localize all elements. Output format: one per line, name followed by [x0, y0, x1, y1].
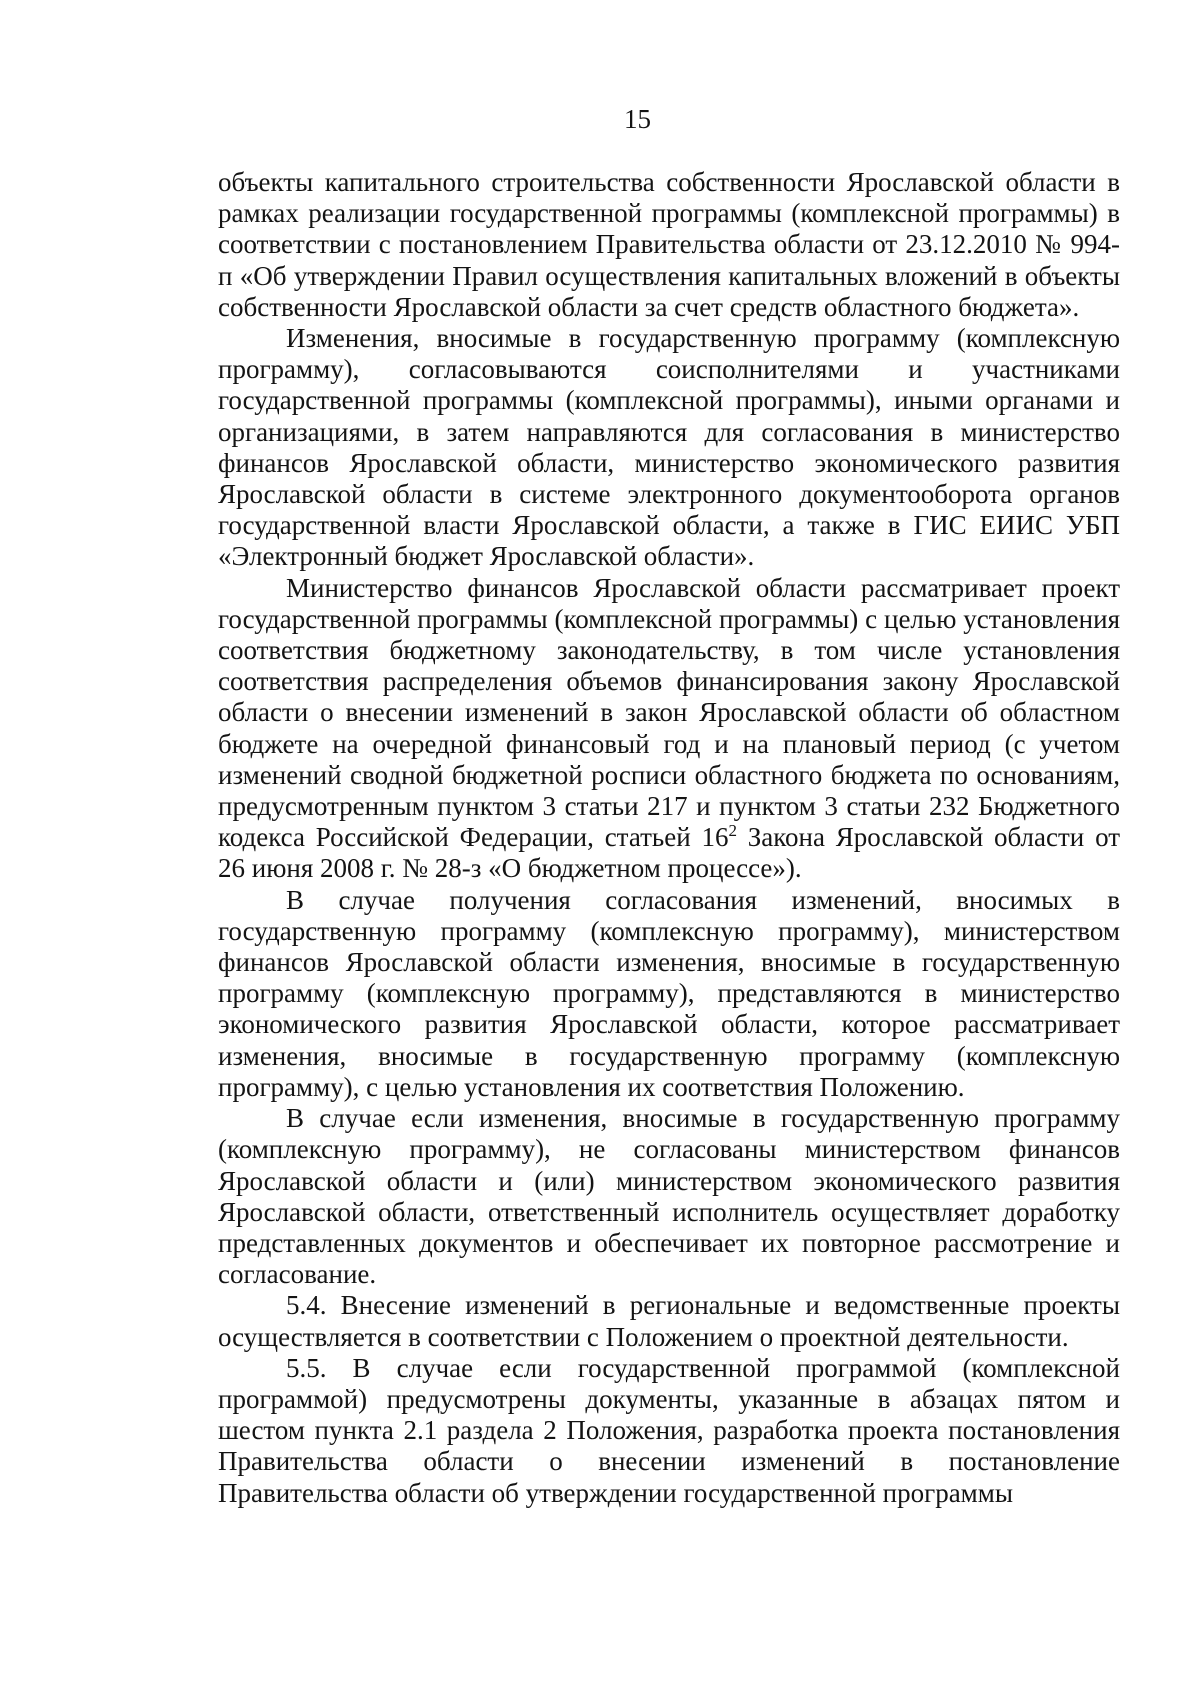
paragraph-capital-objects: объекты капитального строительства собственности Ярославской области в рамках реализации государственной программы (комплексной программы) в соответствии с постановлением Правительства области от 23.12.2010 № 994-п «Об утверждении Правил осуществления капитальных вложений в объекты собственности Ярославской области за счет средств областного бюджета». [218, 167, 1120, 322]
document-body [218, 167, 1120, 1509]
paragraph-ministry-review [218, 573, 1120, 885]
paragraph-changes-approval: Изменения, вносимые в государственную программу (комплексную программу), согласовываются соисполнителями и участниками государственной программы (комплексной программы), иными органами и организациями, в затем направляются для согласования в министерство финансов Ярославской области, министерство экономического развития Ярославской области в системе электронного документооборота органов государственной власти Ярославской области, а также в ГИС ЕИИС УБП «Электронный бюджет Ярославской области». [218, 323, 1120, 572]
paragraph-not-approved: В случае если изменения, вносимые в государственную программу (комплексную программу), не согласованы министерством финансов Ярославской области и (или) министерством экономического развития Ярославской области, ответственный исполнитель осуществляет доработку представленных документов и обеспечивает их повторное рассмотрение и согласование. [218, 1103, 1120, 1290]
paragraph-ministry-review-tail: Закона Ярославской области от 26 июня 2008 г. № 28-з «О бюджетном процессе»). [218, 822, 1121, 884]
paragraph-approval-received: В случае получения согласования изменений, вносимых в государственную программу (комплексную программу), министерством финансов Ярославской области изменения, вносимые в государственную программу (комплексную программу), представляются в министерство экономического развития Ярославской области, которое рассматривает изменения, вносимые в государственную программу (комплексную программу), с целью установления их соответствия Положению. [218, 884, 1120, 1102]
article-superscript: 2 [728, 821, 737, 841]
paragraph-section-5-5: 5.5. В случае если государственной программой (комплексной программой) предусмотрены документы, указанные в абзацах пятом и шестом пункта 2.1 раздела 2 Положения, разработка проекта постановления Правительства области о внесении изменений в постановление Правительства области об утверждении государственной программы [218, 1352, 1120, 1508]
page-number: 15 [624, 104, 651, 134]
paragraph-ministry-review-text: Министерство финансов Ярославской области рассматривает проект государственной программы (комплексной программы) с целью установления соответствия бюджетному законодательству, в том числе установления соответствия распределения объемов финансирования закону Ярославской области о внесении изменений в закон Ярославской области об областном бюджете на очередной финансовый год и на плановый период (с учетом изменений сводной бюджетной росписи областного бюджета по основаниям, предусмотренным пунктом 3 статьи 217 и пунктом 3 статьи 232 Бюджетного кодекса Российской Федерации, статьей 16 [218, 572, 1120, 853]
paragraph-section-5-4: 5.4. Внесение изменений в региональные и ведомственные проекты осуществляется в соответствии с Положением о проектной деятельности. [218, 1290, 1120, 1352]
